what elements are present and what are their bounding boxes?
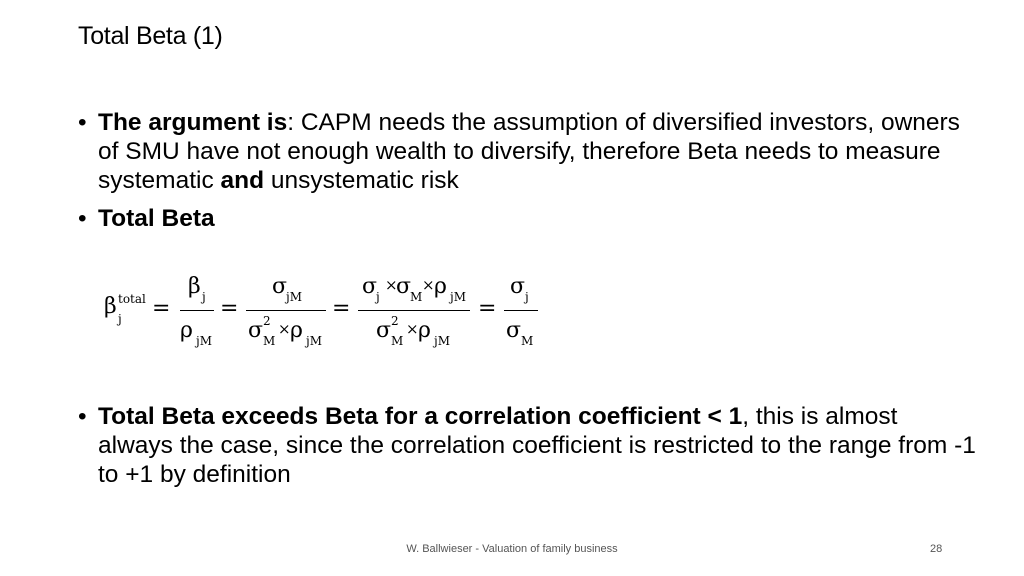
bullet-argument-text: : CAPM needs the assumption of diversified investors, owners of SMU have not enough wealth to diversify, therefore Beta needs to measure systematic xyxy=(98,109,960,194)
formula-f3-sigma-j: σ xyxy=(362,274,378,299)
formula-f3-sub-jM-den: jM xyxy=(434,334,451,348)
formula-f2-sub-jM-den: jM xyxy=(306,334,323,348)
bullet-marker: • xyxy=(78,403,87,430)
formula-equals-3: = xyxy=(332,296,351,321)
formula-equals-1: = xyxy=(152,296,171,321)
bullet-exceeds xyxy=(78,402,978,489)
formula-f3-sigma-den: σ xyxy=(376,318,392,343)
bullet-argument-and: and xyxy=(220,167,265,194)
formula-equals-4: = xyxy=(478,296,497,321)
formula-f2-sigma-m: σ xyxy=(248,318,264,343)
bullet-total-beta xyxy=(78,204,978,233)
formula-f3-times-3: × xyxy=(406,320,419,338)
total-beta-formula xyxy=(100,272,560,362)
formula-f3-sub-M-den: M xyxy=(391,334,404,348)
formula-beta: β xyxy=(104,294,117,319)
formula-f3-sub-j: j xyxy=(376,290,380,304)
bullet-exceeds-text: , this is almost always the case, since the correlation coefficient is restricted to the range from -1 to +1 by definition xyxy=(98,403,976,488)
footer-text: W. Ballwieser - Valuation of family business xyxy=(406,543,618,555)
formula-equals-2: = xyxy=(220,296,239,321)
formula-f4-sigma-m: σ xyxy=(506,318,522,343)
formula-f1-bar xyxy=(180,310,214,311)
formula-sub-j: j xyxy=(118,312,122,326)
bullet-list-bottom xyxy=(78,402,978,489)
bullet-total-beta-label: Total Beta xyxy=(98,205,215,232)
formula-f1-beta: β xyxy=(188,274,201,299)
bullet-argument-lead: The argument is xyxy=(98,109,288,136)
bullet-exceeds-lead: Total Beta exceeds Beta for a correlation coefficient < 1 xyxy=(98,403,743,430)
formula-f3-sub-M: M xyxy=(410,290,423,304)
formula-f2-bar xyxy=(246,310,326,311)
formula-f4-sigma-j: σ xyxy=(510,274,526,299)
bullet-argument-end: unsystematic risk xyxy=(264,167,459,194)
page-number: 28 xyxy=(930,543,943,555)
formula-f3-bar xyxy=(358,310,470,311)
formula-f3-times-1: × xyxy=(385,276,398,294)
formula-sup-total: total xyxy=(118,292,146,306)
formula-f3-rho: ρ xyxy=(434,274,447,299)
formula-f2-sub-M: M xyxy=(263,334,276,348)
formula-f4-bar xyxy=(504,310,538,311)
bullet-marker: • xyxy=(78,205,87,232)
formula-f3-times-2: × xyxy=(422,276,435,294)
formula-f2-sup-2: 2 xyxy=(263,314,271,328)
bullet-marker: • xyxy=(78,109,87,136)
formula-f3-sigma-m: σ xyxy=(396,274,412,299)
formula-f1-sub-jM: jM xyxy=(196,334,213,348)
formula-f4-sub-M: M xyxy=(521,334,534,348)
formula-f3-rho-den: ρ xyxy=(418,318,431,343)
formula-f2-rho: ρ xyxy=(290,318,303,343)
bullet-argument xyxy=(78,108,978,195)
formula-f3-sup-2: 2 xyxy=(391,314,399,328)
formula-f2-times: × xyxy=(278,320,291,338)
formula-f3-sub-jM: jM xyxy=(450,290,467,304)
formula-f2-sub-jM: jM xyxy=(286,290,303,304)
bullet-list-top xyxy=(78,108,978,233)
formula-f1-sub-j: j xyxy=(202,290,206,304)
slide-title: Total Beta (1) xyxy=(78,22,223,50)
formula-f4-sub-j: j xyxy=(525,290,529,304)
formula-f2-sigma: σ xyxy=(272,274,288,299)
formula-f1-rho: ρ xyxy=(180,318,193,343)
